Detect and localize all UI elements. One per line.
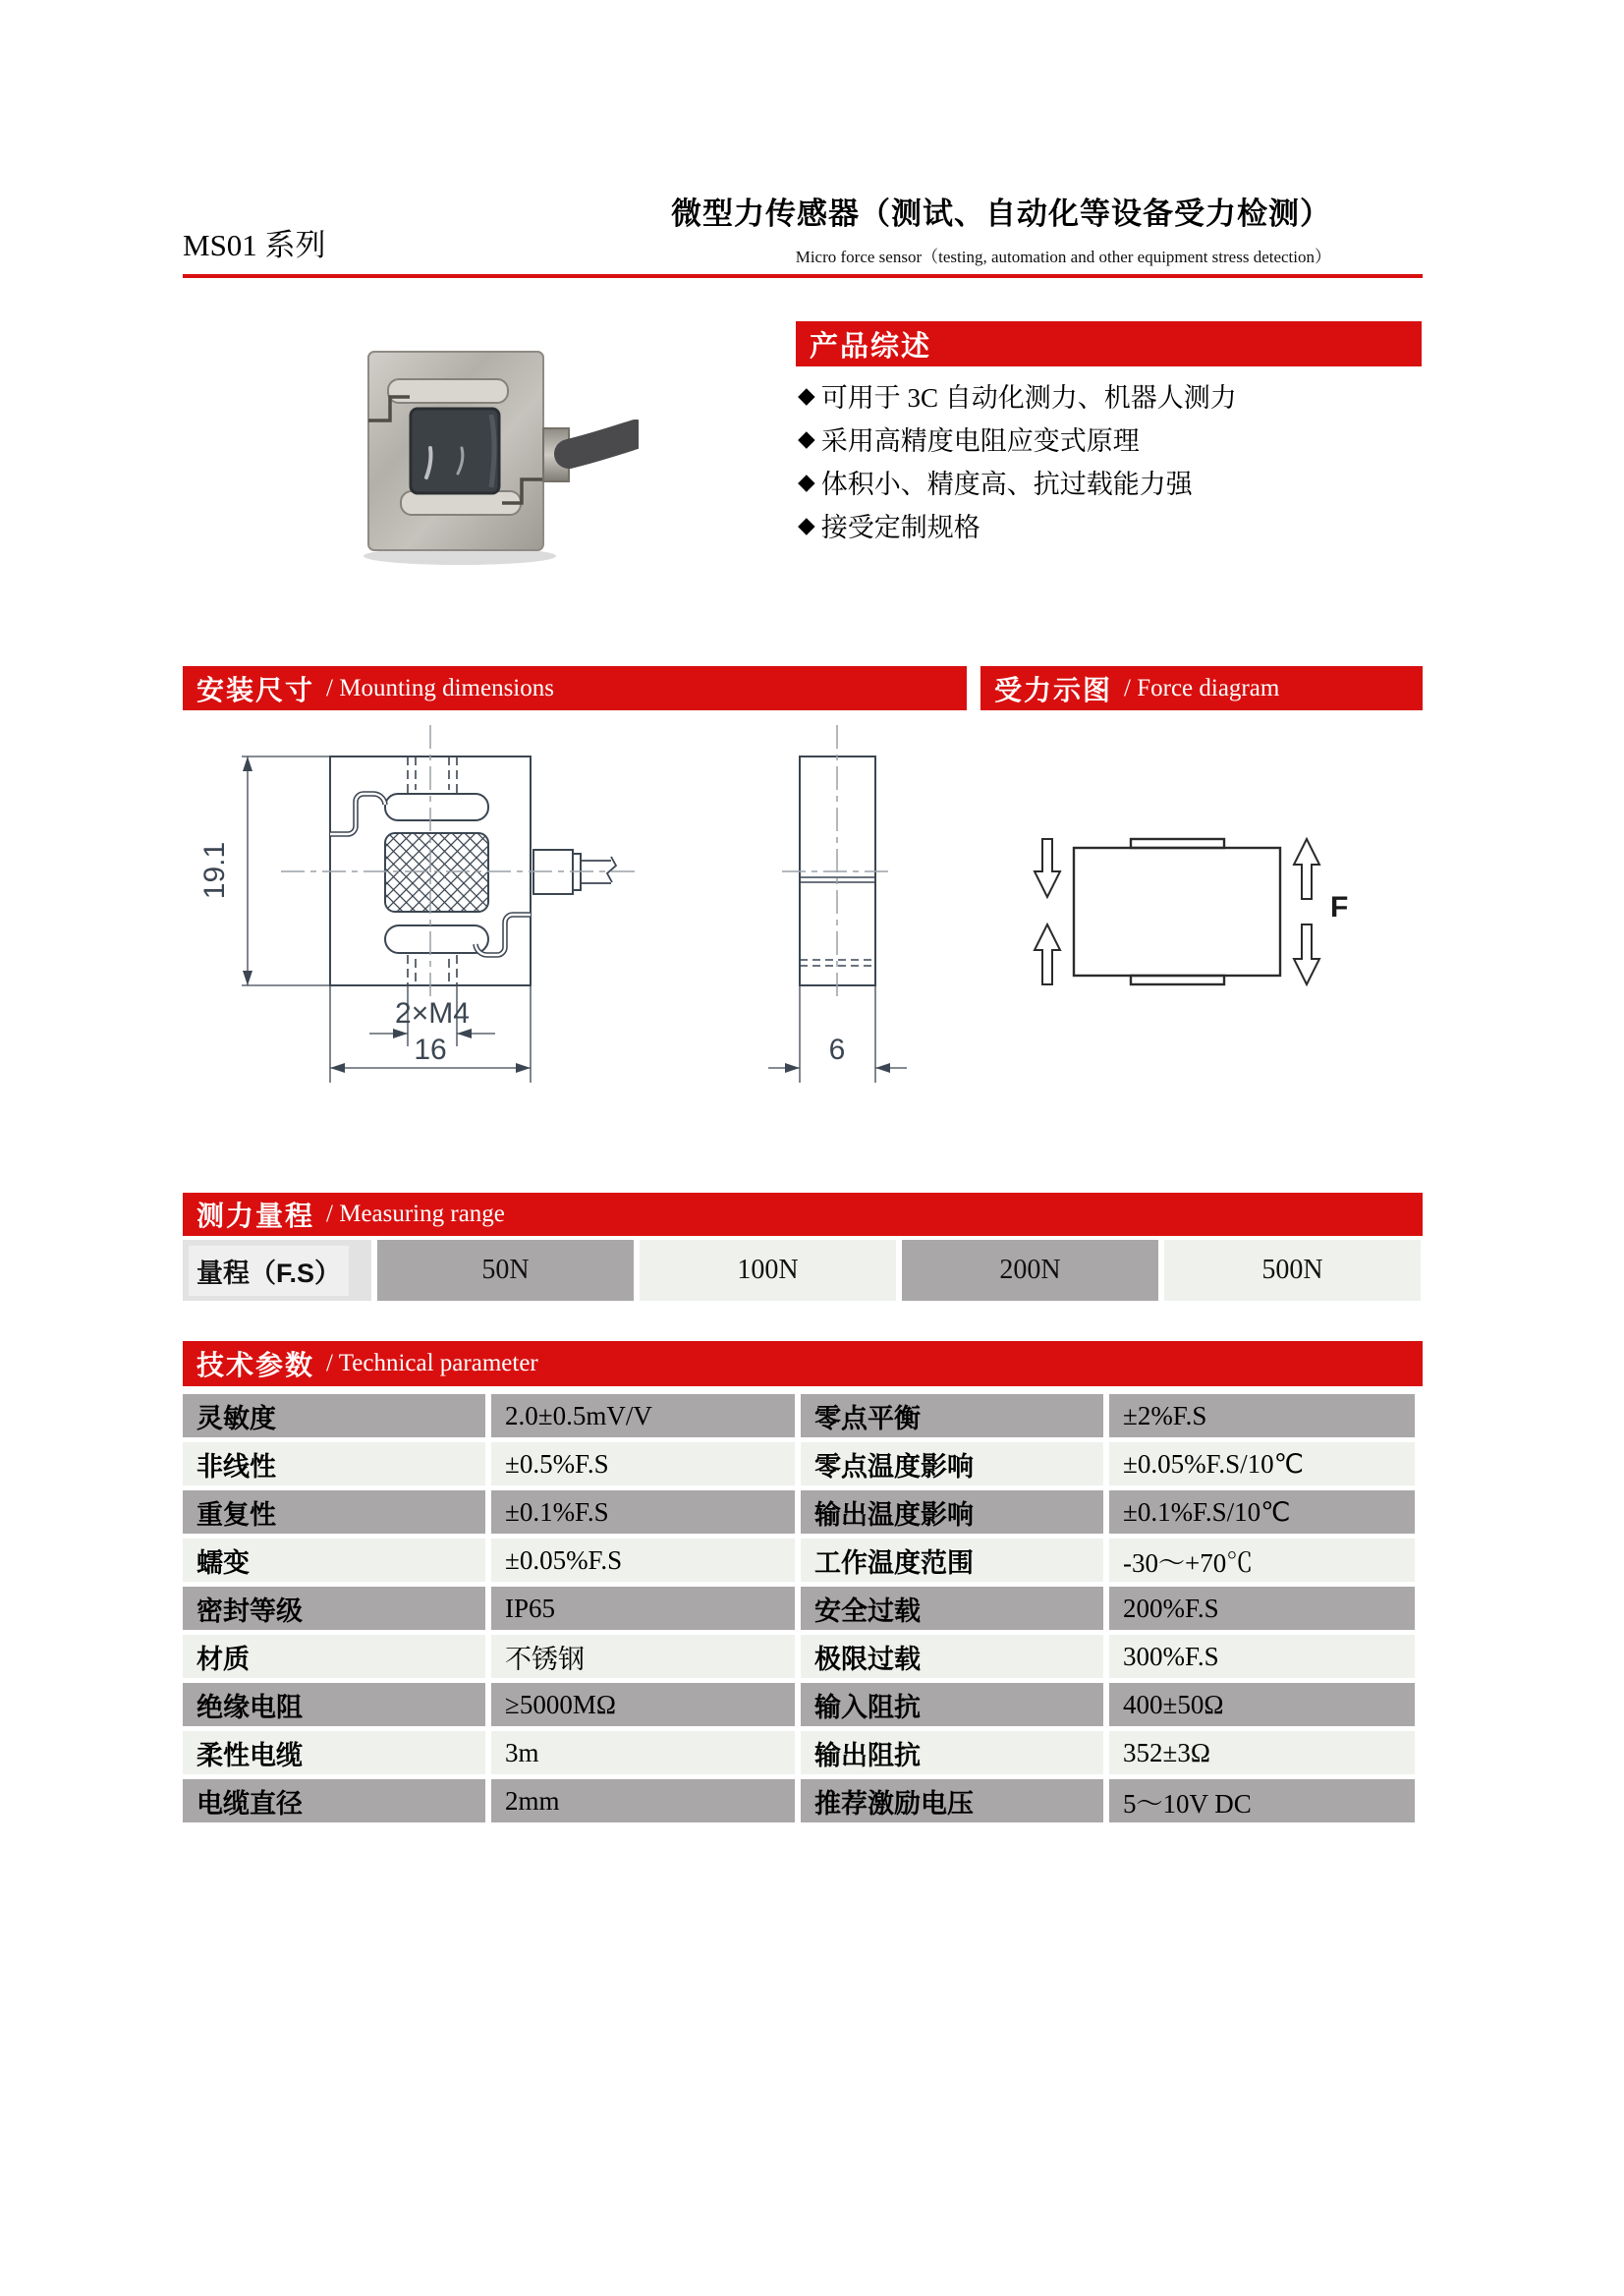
header-divider [183, 274, 1423, 278]
epoxy-window [411, 409, 499, 493]
diamond-bullet-icon: ◆ [798, 424, 815, 451]
section-title-en: / Force diagram [1124, 674, 1280, 701]
dim-side-width-label: 6 [828, 1034, 846, 1066]
overview-header [796, 321, 1422, 366]
overview-heading: 产品综述 [810, 330, 932, 363]
section-title-en: / Technical parameter [326, 1350, 538, 1376]
force-arrow-up-left [1035, 924, 1060, 984]
tech-table [183, 1394, 1423, 1822]
lower-slot [385, 925, 488, 953]
param-label: 输出温度影响 [801, 1490, 1103, 1534]
cable [569, 434, 636, 454]
param-label: 推荐激励电压 [801, 1779, 1103, 1822]
param-value: 2mm [491, 1779, 795, 1822]
param-value: ±0.1%F.S/10℃ [1109, 1490, 1415, 1534]
crosshatch-boss [385, 833, 488, 912]
param-label: 柔性电缆 [183, 1731, 485, 1774]
upper-slot [385, 794, 488, 820]
param-value: 不锈钢 [491, 1635, 795, 1678]
param-value: -30～+70℃ [1109, 1539, 1415, 1582]
overview-bullets [798, 373, 1427, 546]
section-title-en: / Mounting dimensions [326, 674, 554, 701]
param-value: 3m [491, 1731, 795, 1774]
dim-thread-label: 2×M4 [395, 997, 470, 1030]
param-value: 200%F.S [1109, 1587, 1415, 1630]
section-title-zh: 安装尺寸 [196, 674, 315, 705]
table-row [183, 1683, 1423, 1726]
section-title-zh: 技术参数 [196, 1350, 315, 1380]
list-item [798, 460, 1427, 503]
range-table [183, 1240, 1423, 1301]
bullet-text: 体积小、精度高、抗过载能力强 [820, 469, 1193, 499]
range-value-cell: 200N [902, 1240, 1158, 1301]
table-row [183, 1779, 1423, 1822]
bullet-text: 可用于 3C 自动化测力、机器人测力 [820, 382, 1237, 413]
table-row [183, 1442, 1423, 1485]
param-value: 5～10V DC [1109, 1779, 1415, 1822]
force-arrow-down-left [1035, 839, 1060, 897]
section-header-tech [183, 1341, 1423, 1386]
param-label: 材质 [183, 1635, 485, 1678]
param-label: 密封等级 [183, 1587, 485, 1630]
range-label-text: 量程（F.S） [189, 1246, 349, 1296]
range-value-cell: 50N [377, 1240, 634, 1301]
force-arrow-up-right [1294, 839, 1319, 899]
range-row-label [183, 1240, 371, 1301]
diamond-bullet-icon: ◆ [798, 468, 815, 494]
range-value-cell: 100N [640, 1240, 896, 1301]
table-row [183, 1490, 1423, 1534]
param-label: 电缆直径 [183, 1779, 485, 1822]
list-item [798, 417, 1427, 460]
param-value: 300%F.S [1109, 1635, 1415, 1678]
diamond-bullet-icon: ◆ [798, 511, 815, 537]
section-title-zh: 受力示图 [994, 674, 1113, 705]
param-value: IP65 [491, 1587, 795, 1630]
table-row [183, 1587, 1423, 1630]
param-value: 2.0±0.5mV/V [491, 1394, 795, 1437]
mounting-drawing [183, 717, 1423, 1149]
param-value: 400±50Ω [1109, 1683, 1415, 1726]
table-row [183, 1394, 1423, 1437]
section-title-en: / Measuring range [326, 1201, 505, 1227]
force-label: F [1330, 891, 1349, 924]
param-label: 安全过载 [801, 1587, 1103, 1630]
page-title: 微型力传感器（测试、自动化等设备受力检测） [671, 196, 1331, 231]
param-label: 输出阻抗 [801, 1731, 1103, 1774]
param-label: 绝缘电阻 [183, 1683, 485, 1726]
param-label: 零点温度影响 [801, 1442, 1103, 1485]
product-photo [344, 324, 639, 570]
param-value: ±0.05%F.S [491, 1539, 795, 1582]
section-header-mounting [183, 666, 967, 710]
dim-height-label: 19.1 [198, 841, 231, 900]
param-label: 零点平衡 [801, 1394, 1103, 1437]
range-value-cell: 500N [1164, 1240, 1421, 1301]
table-row [183, 1539, 1423, 1582]
list-item [798, 373, 1427, 417]
page-subtitle: Micro force sensor（testing, automation and other equipment stress detection） [795, 248, 1331, 266]
param-label: 输入阻抗 [801, 1683, 1103, 1726]
param-value: ±0.1%F.S [491, 1490, 795, 1534]
series-label: MS01 系列 [183, 228, 326, 262]
force-diagram [1074, 839, 1280, 984]
param-label: 灵敏度 [183, 1394, 485, 1437]
param-label: 工作温度范围 [801, 1539, 1103, 1582]
param-label: 极限过载 [801, 1635, 1103, 1678]
param-value: ±0.05%F.S/10℃ [1109, 1442, 1415, 1485]
section-title-zh: 测力量程 [196, 1201, 315, 1231]
section-header-range [183, 1193, 1423, 1236]
param-label: 非线性 [183, 1442, 485, 1485]
table-row [183, 1731, 1423, 1774]
bullet-text: 采用高精度电阻应变式原理 [820, 425, 1140, 456]
param-label: 重复性 [183, 1490, 485, 1534]
param-value: ±0.5%F.S [491, 1442, 795, 1485]
param-label: 蠕变 [183, 1539, 485, 1582]
header-title-block [671, 189, 1331, 267]
param-value: ±2%F.S [1109, 1394, 1415, 1437]
force-arrow-down-right [1294, 924, 1319, 984]
table-row [183, 1635, 1423, 1678]
bullet-text: 接受定制规格 [820, 512, 980, 542]
param-value: ≥5000MΩ [491, 1683, 795, 1726]
diamond-bullet-icon: ◆ [798, 381, 815, 408]
param-value: 352±3Ω [1109, 1731, 1415, 1774]
dim-width-label: 16 [414, 1034, 447, 1066]
section-header-force [980, 666, 1423, 710]
list-item [798, 503, 1427, 546]
